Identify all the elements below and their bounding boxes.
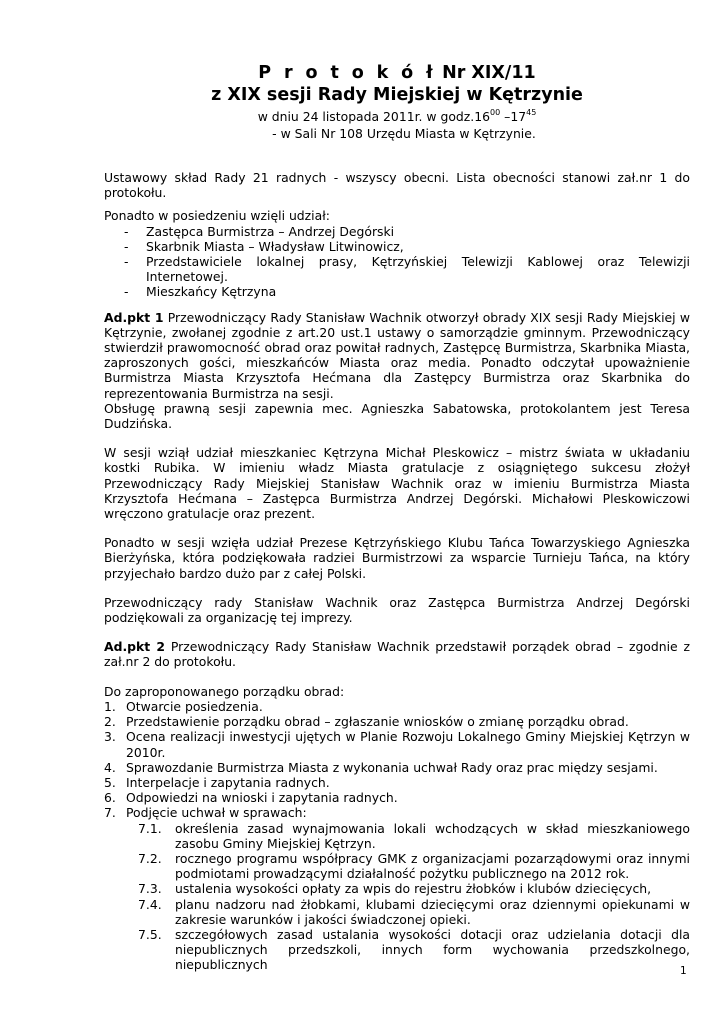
agenda-number: 5. xyxy=(104,774,116,790)
list-item xyxy=(104,881,690,896)
list-item xyxy=(104,729,690,759)
title-word: P r o t o k ó ł xyxy=(258,63,436,83)
list-item xyxy=(104,790,690,805)
list-item xyxy=(104,714,690,729)
resolution-text: ustalenia wysokości opłaty za wpis do rejestru żłobków i klubów dziecięcych, xyxy=(175,881,652,897)
session-subtitle: z XIX sesji Rady Miejskiej w Kętrzynie xyxy=(211,85,583,105)
agenda-text: Odpowiedzi na wnioski i zapytania radnych. xyxy=(126,790,398,806)
list-item xyxy=(104,775,690,790)
agenda-number: 4. xyxy=(104,759,116,775)
list-item xyxy=(104,699,690,714)
point-2-label: Ad.pkt 2 xyxy=(104,639,166,655)
agenda-intro: Do zaproponowanego porządku obrad: xyxy=(104,683,345,699)
resolution-text: szczegółowych zasad ustalania wysokości dotacji oraz udzielania dotacji dla niepublicznych przedszkoli, innych form wychowania przedszkolnego, niepublicznych xyxy=(175,926,690,973)
resolution-number: 7.5. xyxy=(138,926,162,942)
resolution-number: 7.2. xyxy=(138,850,162,866)
point-1-text: Przewodniczący Rady Stanisław Wachnik otworzył obrady XIX sesji Rady Miejskiej w Kętrzynie, zwołanej zgodnie z art.20 ust.1 ustawy o samorządzie gminnym. Przewodniczący stwierdził prawomocność obrad oraz powitał radnych, Zastępcę Burmistrza, Skarbnika Miasta, zaproszonych gości, mieszkańców Miasta oraz media. Ponadto odczytał upoważnienie Burmistrza Miasta Krzysztofa Hećmana dla Zastępcy Burmistrza oraz Skarbnika do reprezentowania Burmistrza na sesji. xyxy=(104,309,690,401)
point-1-label: Ad.pkt 1 xyxy=(104,309,164,325)
document-page xyxy=(104,62,690,973)
agenda-text: Otwarcie posiedzenia. xyxy=(126,698,263,714)
agenda-number: 1. xyxy=(104,698,116,714)
legal-service-paragraph: Obsługę prawną sesji zapewnia mec. Agnieszka Sabatowska, protokolantem jest Teresa Dudzińska. xyxy=(104,400,690,432)
agenda-text: Ocena realizacji inwestycji ujętych w Planie Rozwoju Lokalnego Gminy Miejskiej Kętrzyn w 2010r. xyxy=(126,729,690,760)
session-date xyxy=(104,108,690,125)
resolutions-list xyxy=(104,821,690,973)
list-item xyxy=(104,897,690,927)
agenda-text: Sprawozdanie Burmistrza Miasta z wykonania uchwał Rady oraz prac między sesjami. xyxy=(126,759,658,775)
protocol-title xyxy=(104,62,690,84)
date-text: w dniu 24 listopada 2011r. w godz.16 xyxy=(257,109,491,124)
participant-text: Skarbnik Miasta – Władysław Litwinowicz, xyxy=(146,238,404,254)
resolution-text: rocznego programu współpracy GMK z organizacjami pozarządowymi oraz innymi podmiotami prowadzącymi działalność pożytku publicznego na 2012 rok. xyxy=(175,850,690,882)
agenda-text: Interpelacje i zapytania radnych. xyxy=(126,774,330,790)
list-item xyxy=(104,239,690,254)
list-item xyxy=(104,224,690,239)
agenda-number: 2. xyxy=(104,714,116,730)
agenda-number: 6. xyxy=(104,790,116,806)
resolution-number: 7.1. xyxy=(138,820,162,836)
list-dash: - xyxy=(124,284,129,300)
page-number: 1 xyxy=(680,965,687,977)
resolution-text: określenia zasad wynajmowania lokali wchodzących w skład mieszkaniowego zasobu Gminy Miejskiej Kętrzyn. xyxy=(175,820,690,851)
session-place: - w Sali Nr 108 Urzędu Miasta w Kętrzynie. xyxy=(272,126,536,141)
participant-text: Mieszkańcy Kętrzyna xyxy=(146,284,277,300)
list-dash: - xyxy=(124,238,129,254)
list-item xyxy=(104,254,690,284)
protocol-number: Nr XIX/11 xyxy=(442,63,536,83)
list-item xyxy=(104,760,690,775)
list-item xyxy=(104,927,690,973)
agenda-number: 7. xyxy=(104,805,116,821)
point-2-paragraph xyxy=(104,639,690,669)
participant-text: Przedstawiciele lokalnej prasy, Kętrzyńskiej Telewizji Kablowej oraz Telewizji Internetowej. xyxy=(146,254,690,285)
point-1-paragraph xyxy=(104,310,690,401)
participants-list xyxy=(104,224,690,300)
list-item xyxy=(104,805,690,972)
list-item xyxy=(104,284,690,299)
council-composition: Ustawowy skład Rady 21 radnych - wszyscy obecni. Lista obecności stanowi zał.nr 1 do protokołu. xyxy=(104,170,690,201)
agenda-number: 3. xyxy=(104,729,116,745)
list-item xyxy=(104,821,690,851)
time-dash: –17 xyxy=(500,109,527,124)
resolution-text: planu nadzoru nad żłobkami, klubami dziecięcymi oraz dziennymi opiekunami w zakresie warunków i jakości świadczonej opieki. xyxy=(175,896,690,927)
agenda-text: Przedstawienie porządku obrad – zgłaszanie wniosków o zmianę porządku obrad. xyxy=(126,714,629,730)
participant-text: Zastępca Burmistrza – Andrzej Degórski xyxy=(146,223,395,239)
time-start-sup: 00 xyxy=(490,107,501,117)
agenda-list xyxy=(104,699,690,973)
rubik-paragraph: W sesji wziął udział mieszkaniec Kętrzyna Michał Pleskowicz – mistrz świata w układaniu kostki Rubika. W imieniu władz Miasta gratulacje z osiągniętego sukcesu złożył Przewodniczący Rady Miejskiej Stanisław Wachnik oraz w imieniu Burmistrza Miasta Krzysztofa Hećmana – Zastępca Burmistrza Andrzej Degórski. Michałowi Pleskowiczowi wręczono gratulacje oraz prezent. xyxy=(104,445,690,522)
point-2-text: Przewodniczący Rady Stanisław Wachnik przedstawił porządek obrad – zgodnie z zał.nr 2 do protokołu. xyxy=(104,639,691,670)
resolution-number: 7.4. xyxy=(138,896,162,912)
dance-club-paragraph: Ponadto w sesji wzięła udział Prezese Kętrzyńskiego Klubu Tańca Towarzyskiego Agnieszka Bierżyńska, która podziękowała radziei Burmistrzowi za wsparcie Turnieju Tańca, na który przyjechało bardzo dużo par z całej Polski. xyxy=(104,535,690,581)
resolution-number: 7.3. xyxy=(138,881,162,897)
agenda-text: Podjęcie uchwał w sprawach: xyxy=(126,805,307,821)
list-dash: - xyxy=(124,223,129,239)
participants-intro: Ponadto w posiedzeniu wzięli udział: xyxy=(104,208,330,224)
list-dash: - xyxy=(124,254,129,270)
time-end-sup: 45 xyxy=(526,107,537,117)
thanks-paragraph: Przewodniczący rady Stanisław Wachnik oraz Zastępca Burmistrza Andrzej Degórski podziękowali za organizację tej imprezy. xyxy=(104,594,690,626)
list-item xyxy=(104,851,690,881)
